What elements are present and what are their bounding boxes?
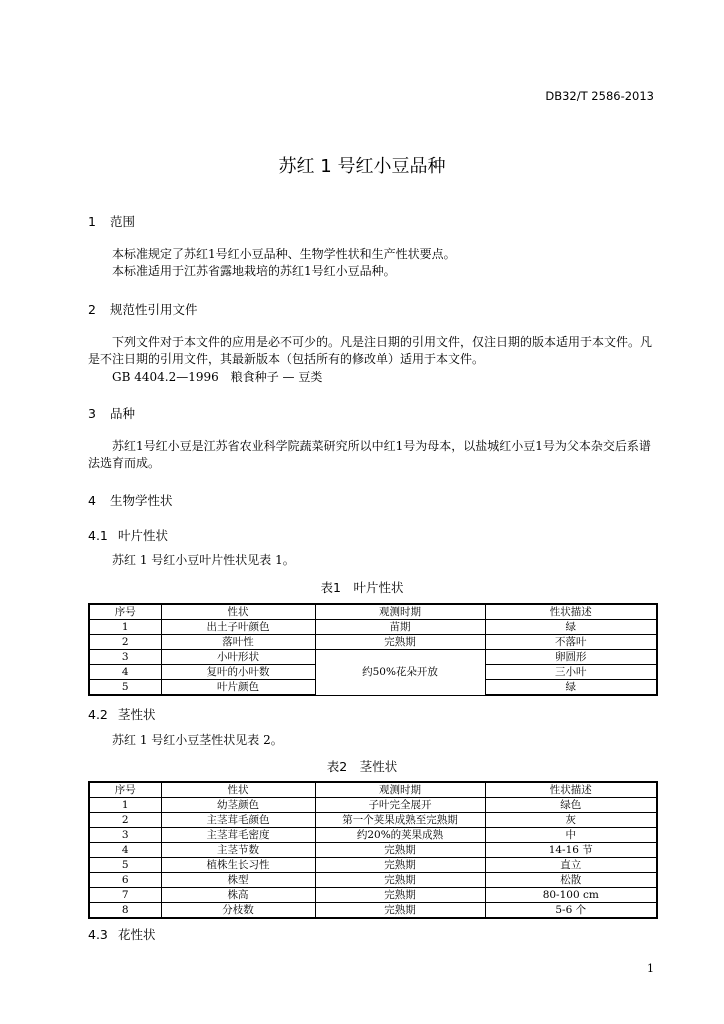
table-cell: 5	[89, 858, 161, 873]
table-cell: 不落叶	[485, 635, 657, 650]
table-cell: 复叶的小叶数	[161, 665, 315, 680]
table-cell: 叶片颜色	[161, 680, 315, 696]
column-header: 性状	[161, 604, 315, 620]
section-title: 叶片性状	[118, 528, 169, 543]
section-number: 4.2	[88, 707, 108, 722]
table-cell: 3	[89, 828, 161, 843]
table-cell: 完熟期	[315, 873, 485, 888]
table-cell: 1	[89, 620, 161, 635]
subsection-4-3-heading	[88, 925, 156, 943]
section-title: 生物学性状	[110, 493, 173, 508]
table-cell: 4	[89, 665, 161, 680]
table-cell: 6	[89, 873, 161, 888]
paragraph: 苏红1号红小豆是江苏省农业科学院蔬菜研究所以中红1号为母本，以盐城红小豆1号为父本杂交后系谱法选育而成。	[88, 439, 651, 470]
table-row	[89, 620, 657, 635]
paragraph: 苏红 1 号红小豆茎性状见表 2。	[112, 733, 283, 747]
table-header-row	[89, 604, 657, 620]
table-cell: 完熟期	[315, 635, 485, 650]
paragraph: 本标准规定了苏红1号红小豆品种、生物学性状和生产性状要点。	[112, 247, 456, 261]
table-row	[89, 650, 657, 665]
table-cell: 幼茎颜色	[161, 798, 315, 813]
table-row	[89, 635, 657, 650]
table-row	[89, 888, 657, 903]
table-cell: 中	[485, 828, 657, 843]
table-cell: 8	[89, 903, 161, 919]
table-cell: 出土子叶颜色	[161, 620, 315, 635]
section-title: 花性状	[118, 927, 156, 942]
table-cell: 三小叶	[485, 665, 657, 680]
table-cell: 约20%的荚果成熟	[315, 828, 485, 843]
table-row	[89, 873, 657, 888]
table-cell: 株高	[161, 888, 315, 903]
column-header: 序号	[89, 604, 161, 620]
table-row	[89, 843, 657, 858]
paragraph: 本标准适用于江苏省露地栽培的苏红1号红小豆品种。	[112, 264, 396, 278]
table-cell: 2	[89, 813, 161, 828]
subsection-4-2-heading	[88, 705, 156, 723]
table-cell: 完熟期	[315, 858, 485, 873]
section-2-heading	[88, 300, 198, 318]
column-header: 性状	[161, 782, 315, 798]
table-cell: 小叶形状	[161, 650, 315, 665]
table-2-caption: 表2 茎性状	[326, 759, 398, 774]
page-title: 苏红 1 号红小豆品种	[278, 156, 446, 177]
table-cell: 绿	[485, 620, 657, 635]
table-row	[89, 798, 657, 813]
subsection-4-1-heading	[88, 526, 168, 544]
table-cell: 5-6 个	[485, 903, 657, 919]
table-cell: 2	[89, 635, 161, 650]
table-cell: 3	[89, 650, 161, 665]
section-title: 茎性状	[118, 707, 156, 722]
table-cell: 分枝数	[161, 903, 315, 919]
table-cell: 7	[89, 888, 161, 903]
section-3-heading	[88, 404, 135, 422]
section-number: 4.1	[88, 528, 108, 543]
table-cell: 4	[89, 843, 161, 858]
table-cell: 完熟期	[315, 843, 485, 858]
table-cell: 主茎茸毛颜色	[161, 813, 315, 828]
table-row	[89, 813, 657, 828]
table-1-leaf-traits	[88, 603, 658, 696]
page-number: 1	[647, 962, 654, 975]
column-header: 观测时期	[315, 782, 485, 798]
section-number: 1	[88, 214, 96, 229]
table-cell: 松散	[485, 873, 657, 888]
document-number: DB32/T 2586-2013	[545, 89, 654, 103]
section-number: 3	[88, 406, 96, 421]
column-header: 序号	[89, 782, 161, 798]
paragraph: 下列文件对于本文件的应用是必不可少的。凡是注日期的引用文件，仅注日期的版本适用于本文件。凡是不注日期的引用文件，其最新版本（包括所有的修改单）适用于本文件。	[88, 335, 653, 366]
table-cell: 80-100 cm	[485, 888, 657, 903]
table-header-row	[89, 782, 657, 798]
section-1-heading	[88, 212, 135, 230]
table-cell: 1	[89, 798, 161, 813]
table-cell: 苗期	[315, 620, 485, 635]
table-cell: 主茎节数	[161, 843, 315, 858]
column-header: 性状描述	[485, 782, 657, 798]
paragraph: 苏红 1 号红小豆叶片性状见表 1。	[112, 553, 295, 567]
column-header: 性状描述	[485, 604, 657, 620]
table-cell: 完熟期	[315, 888, 485, 903]
table-cell: 完熟期	[315, 903, 485, 919]
table-cell: 灰	[485, 813, 657, 828]
normative-reference: GB 4404.2—1996 粮食种子 — 豆类	[112, 370, 323, 384]
column-header: 观测时期	[315, 604, 485, 620]
section-title: 范围	[110, 214, 136, 229]
section-number: 4.3	[88, 927, 108, 942]
table-row	[89, 903, 657, 919]
section-number: 4	[88, 493, 96, 508]
table-cell: 落叶性	[161, 635, 315, 650]
table-row	[89, 858, 657, 873]
table-cell: 子叶完全展开	[315, 798, 485, 813]
section-title: 规范性引用文件	[110, 302, 198, 317]
table-cell: 株型	[161, 873, 315, 888]
table-1-caption: 表1 叶片性状	[320, 580, 404, 595]
table-cell: 植株生长习性	[161, 858, 315, 873]
section-number: 2	[88, 302, 96, 317]
table-cell: 主茎茸毛密度	[161, 828, 315, 843]
table-2-stem-traits	[88, 781, 658, 919]
table-cell: 5	[89, 680, 161, 696]
table-cell: 直立	[485, 858, 657, 873]
table-cell: 卵圆形	[485, 650, 657, 665]
table-cell: 第一个荚果成熟至完熟期	[315, 813, 485, 828]
table-cell-merged: 约50%花朵开放	[315, 650, 485, 696]
table-row	[89, 828, 657, 843]
table-cell: 绿色	[485, 798, 657, 813]
section-4-heading	[88, 491, 173, 509]
section-title: 品种	[110, 406, 136, 421]
table-cell: 绿	[485, 680, 657, 696]
table-cell: 14-16 节	[485, 843, 657, 858]
